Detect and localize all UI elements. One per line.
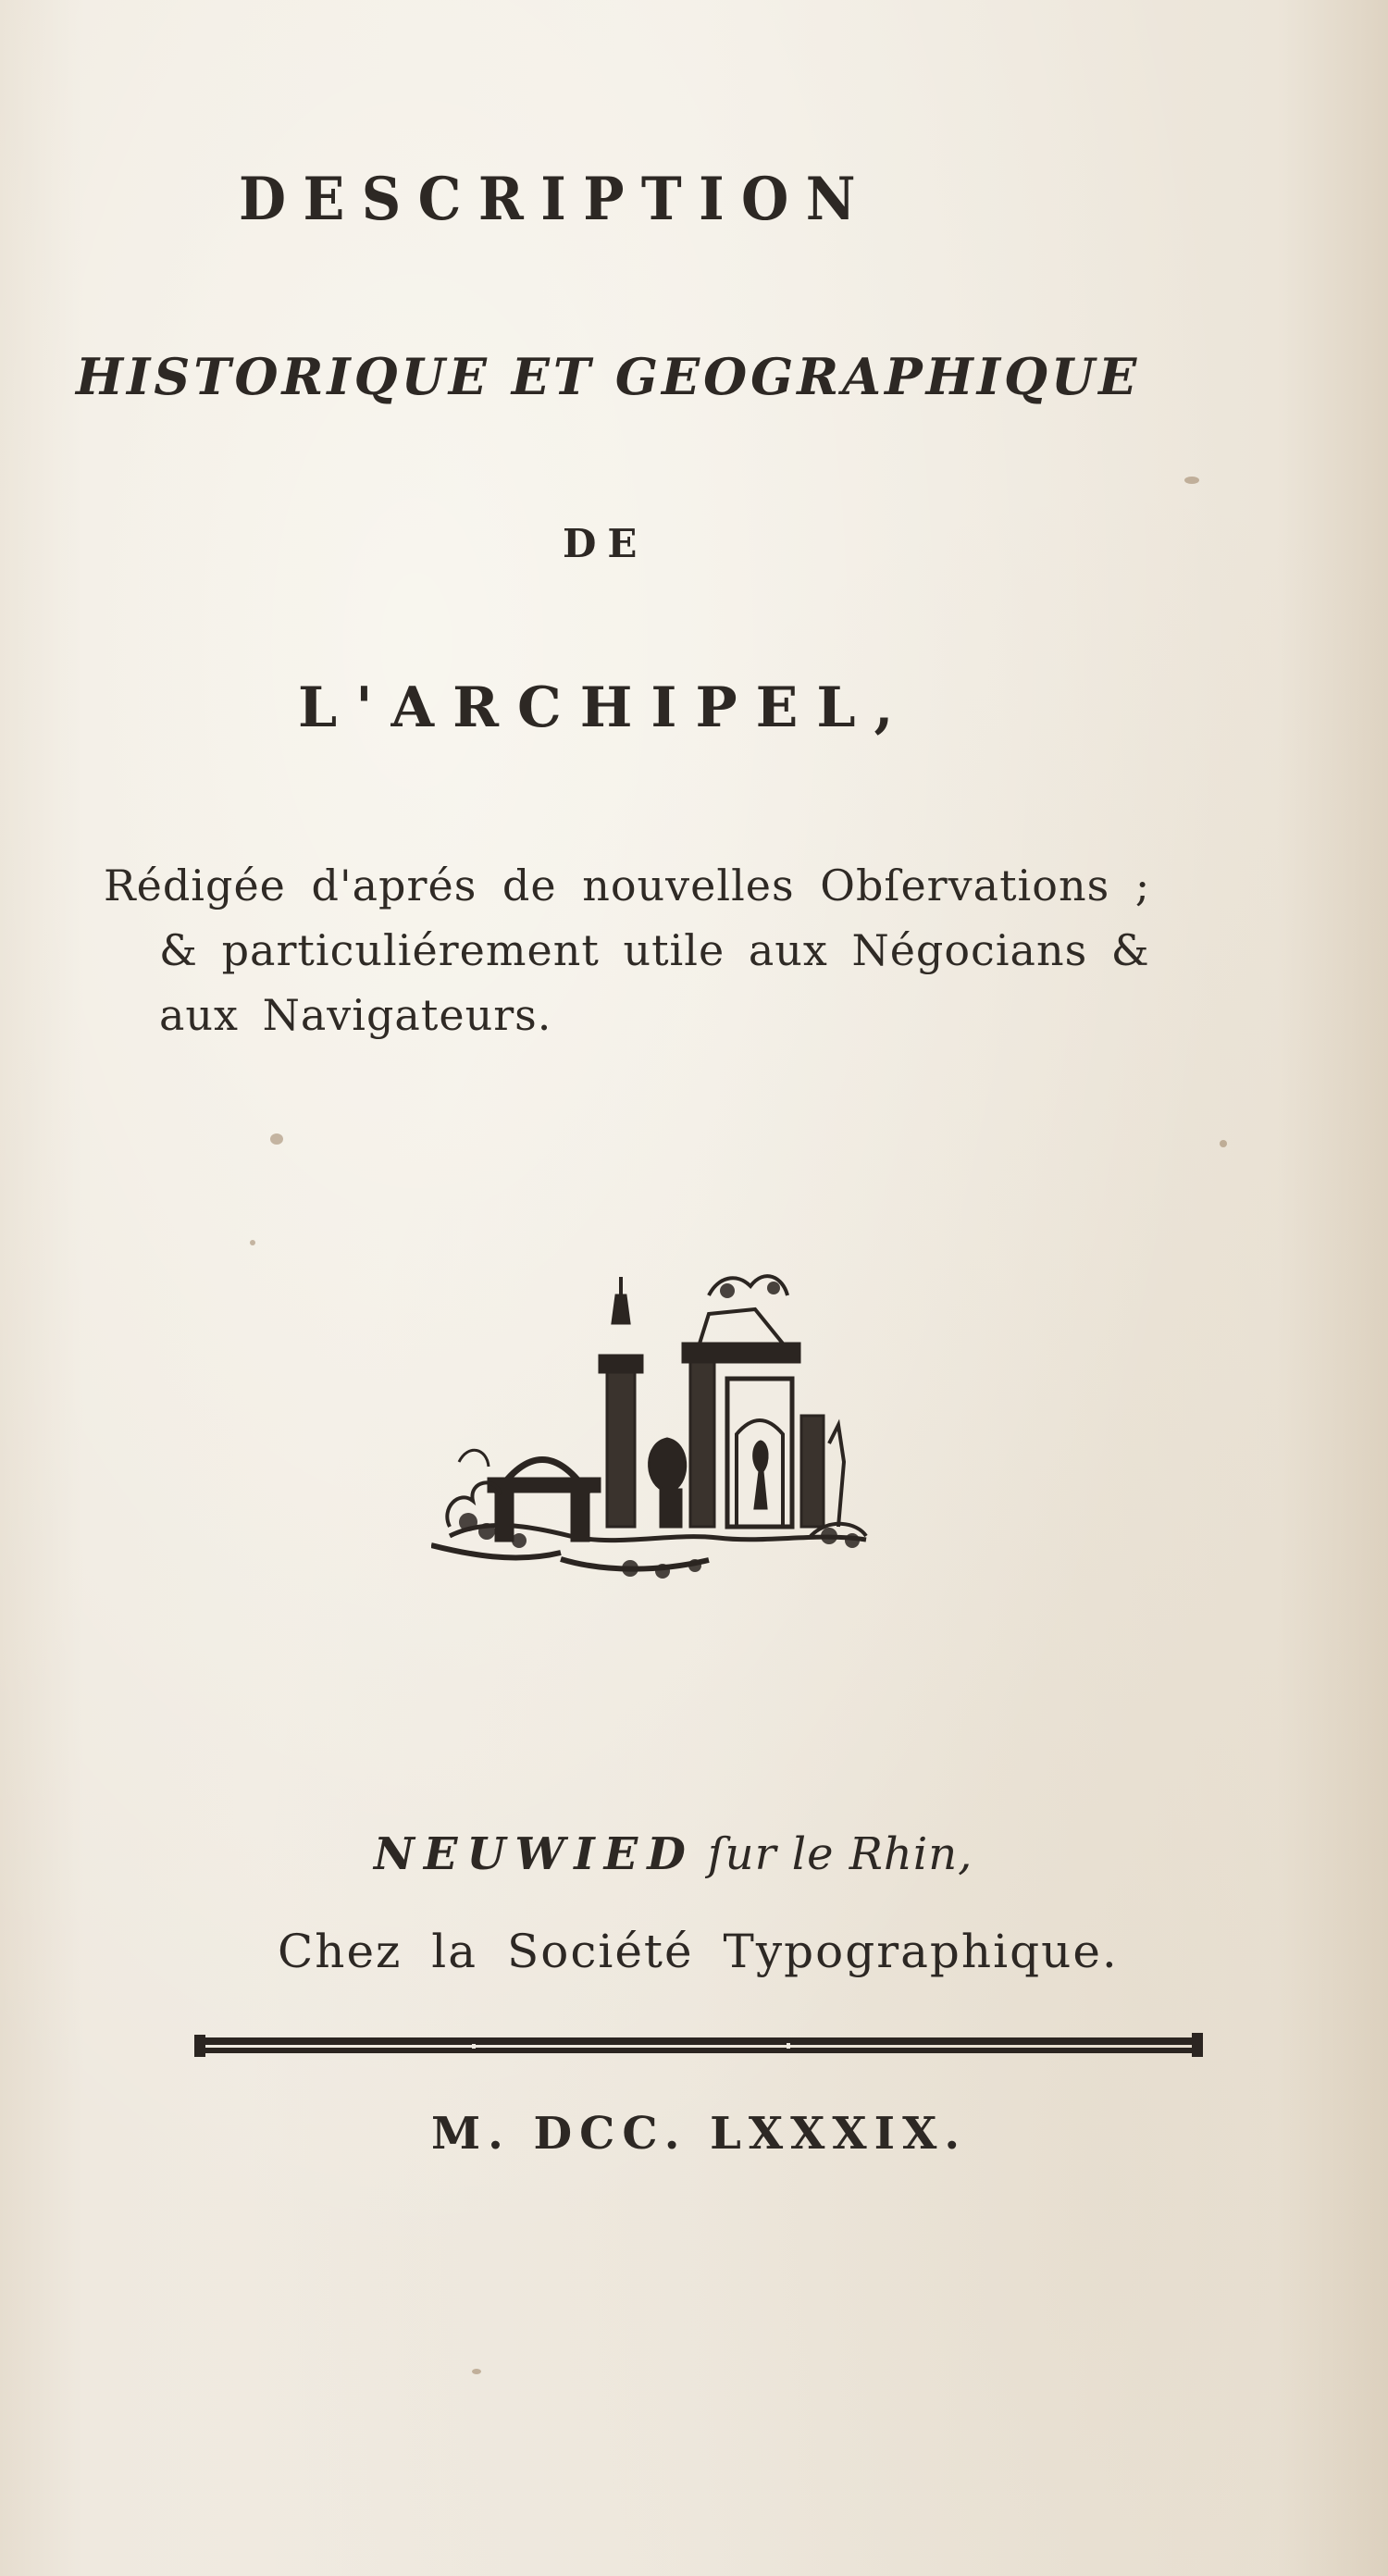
imprint-city: NEUWIED: [374, 1828, 695, 1880]
description-line-1: Rédigée d'aprés de nouvelles Obſervations ;: [104, 861, 1151, 910]
ruins-vignette-icon: [431, 1258, 875, 1610]
paper-speck: [270, 1133, 283, 1145]
publication-date: M. DCC. LXXXIX.: [431, 2108, 968, 2160]
paper-speck: [250, 1240, 255, 1245]
imprint-place: [374, 1828, 973, 1880]
description-line-2: & particuliérement utile aux Négocians &: [159, 925, 1150, 975]
paper-speck: [472, 2369, 481, 2374]
imprint-city-suffix: ſur le Rhin,: [707, 1828, 973, 1880]
book-title: DESCRIPTION: [239, 165, 873, 234]
imprint-publisher: Chez la Société Typographique.: [278, 1925, 1119, 1978]
title-preposition: DE: [563, 521, 649, 566]
description-block: [104, 853, 1149, 1047]
book-subject: L'ARCHIPEL,: [298, 675, 912, 740]
paper-speck: [1184, 477, 1199, 484]
description-line-3: aux Navigateurs.: [159, 990, 552, 1040]
double-rule-divider: [194, 2032, 1203, 2060]
book-subtitle: HISTORIQUE ET GEOGRAPHIQUE: [76, 347, 1141, 406]
paper-speck: [1220, 1140, 1227, 1147]
